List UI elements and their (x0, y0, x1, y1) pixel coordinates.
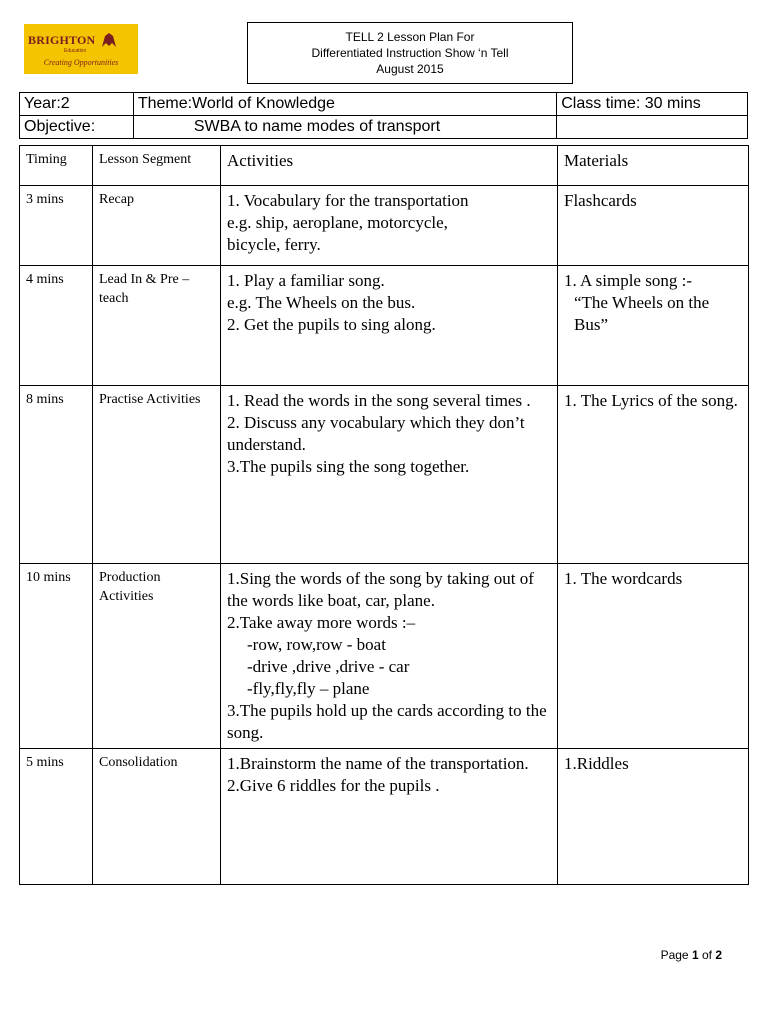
table-row (20, 749, 749, 885)
segment-cell: Production Activities (93, 564, 221, 749)
material-line: 1. The wordcards (564, 569, 683, 588)
material-line: 1. A simple song :- (564, 271, 692, 290)
materials-cell (558, 749, 749, 885)
logo-tagline: Creating Opportunities (43, 58, 119, 67)
activity-line: 3.The pupils sing the song together. (227, 457, 470, 476)
activity-line: 2. Discuss any vocabulary which they don’t understand. (227, 413, 525, 454)
timing-cell: 3 mins (20, 186, 93, 266)
activity-line: 1. Read the words in the song several times . (227, 391, 531, 410)
activity-line: 1.Sing the words of the song by taking out of the words like boat, car, plane. (227, 569, 534, 610)
table-row (20, 186, 749, 266)
segment-cell: Practise Activities (93, 386, 221, 564)
material-line: Flashcards (564, 191, 637, 210)
page-of: of (698, 948, 716, 962)
segment-cell: Consolidation (93, 749, 221, 885)
material-line: 1.Riddles (564, 754, 629, 773)
activity-line: -drive ,drive ,drive - car (247, 657, 410, 676)
page-current: 1 (691, 948, 699, 962)
lion-crest-icon (99, 30, 119, 50)
objective-label-cell: Objective: (20, 116, 134, 139)
title-line-1: TELL 2 Lesson Plan For (345, 30, 475, 44)
table-row (20, 386, 749, 564)
material-line: 1. The Lyrics of the song. (564, 391, 738, 410)
activity-line: 3.The pupils hold up the cards according to the song. (227, 701, 547, 742)
logo-name: BRIGHTON (28, 32, 96, 47)
materials-cell (558, 564, 749, 749)
lesson-info-table (19, 92, 748, 139)
document-title-box (247, 22, 573, 84)
material-line: “The Wheels on the Bus” (574, 293, 710, 334)
theme-cell: Theme:World of Knowledge (133, 93, 556, 116)
header-materials: Materials (558, 146, 749, 186)
activity-line: 1. Vocabulary for the transportation (227, 191, 469, 210)
class-time-cell: Class time: 30 mins (557, 93, 748, 116)
materials-cell (558, 186, 749, 266)
activity-line: -row, row,row - boat (247, 635, 386, 654)
activities-cell (221, 386, 558, 564)
activity-line: 2. Get the pupils to sing along. (227, 315, 436, 334)
brighton-logo (24, 24, 138, 74)
plan-header-row (20, 146, 749, 186)
page-label: Page (660, 948, 692, 962)
activity-line: e.g. ship, aeroplane, motorcycle, (227, 213, 448, 232)
title-line-3: August 2015 (376, 62, 444, 76)
activity-line: 1. Play a familiar song. (227, 271, 385, 290)
activity-line: e.g. The Wheels on the bus. (227, 293, 416, 312)
table-row (20, 266, 749, 386)
objective-empty-cell (557, 116, 748, 139)
header-timing: Timing (20, 146, 93, 186)
activities-cell (221, 564, 558, 749)
title-line-2: Differentiated Instruction Show ‘n Tell (311, 46, 509, 60)
activity-line: 1.Brainstorm the name of the transportation. (227, 754, 529, 773)
materials-cell (558, 386, 749, 564)
activities-cell (221, 186, 558, 266)
timing-cell: 10 mins (20, 564, 93, 749)
logo-sub: Education (64, 48, 87, 54)
objective-cell: SWBA to name modes of transport (133, 116, 556, 139)
materials-cell (558, 266, 749, 386)
page-number (661, 948, 722, 962)
activity-line: bicycle, ferry. (227, 235, 321, 254)
activities-cell (221, 266, 558, 386)
table-row (20, 564, 749, 749)
activity-line: -fly,fly,fly – plane (247, 679, 370, 698)
header-activities: Activities (221, 146, 558, 186)
activities-cell (221, 749, 558, 885)
year-cell: Year:2 (20, 93, 134, 116)
header-segment: Lesson Segment (93, 146, 221, 186)
segment-cell: Lead In & Pre – teach (93, 266, 221, 386)
timing-cell: 4 mins (20, 266, 93, 386)
timing-cell: 8 mins (20, 386, 93, 564)
page-total: 2 (715, 948, 722, 962)
segment-cell: Recap (93, 186, 221, 266)
activity-line: 2.Take away more words :– (227, 613, 416, 632)
lesson-plan-table (19, 145, 749, 885)
activity-line: 2.Give 6 riddles for the pupils . (227, 776, 440, 795)
timing-cell: 5 mins (20, 749, 93, 885)
